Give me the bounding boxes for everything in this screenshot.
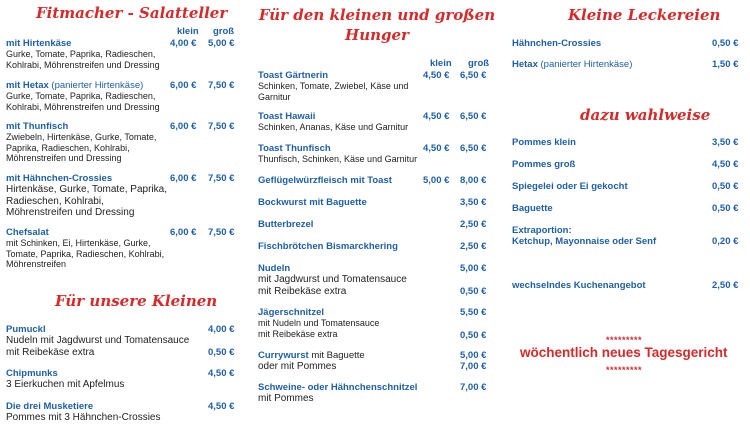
kids-price: 4,00 €: [208, 324, 235, 335]
kids-name: Chipmunks: [6, 368, 58, 379]
menu-item: [258, 307, 448, 339]
treat-price: 1,50 €: [712, 59, 739, 70]
treat-item: [512, 59, 632, 70]
treat-name: Hähnchen-Crossies: [512, 38, 602, 49]
item-name: Geflügelwürzfleisch mit Toast: [258, 175, 392, 186]
cake-item: [512, 280, 646, 291]
item-name: Butterbrezel: [258, 219, 314, 230]
salad-desc: mit Schinken, Ei, Hirtenkäse, Gurke, Tomate, Paprika, Radieschen, Kohlrabi, Möhrenstreifen: [6, 238, 165, 269]
price-large: 5,00 €: [460, 263, 487, 274]
salad-item: [6, 173, 168, 219]
salad-desc: Zwiebeln, Hirtenkäse, Gurke, Tomate, Paprika, Radieschen, Kohlrabi, Möhrenstreifen und Dressing: [6, 132, 157, 163]
salad-price-large: 7,50 €: [208, 121, 235, 132]
salad-price-small: 6,00 €: [170, 80, 197, 91]
menu-item: [258, 350, 448, 373]
extra-price: 0,20 €: [712, 236, 739, 247]
extra-price: 0,50 €: [460, 286, 487, 297]
price-large: 2,50 €: [460, 241, 487, 252]
salad-desc: Gurke, Tomate, Paprika, Radieschen, Kohlrabi, Möhrenstreifen und Dressing: [6, 91, 160, 112]
item-name: Nudeln: [258, 263, 291, 274]
item-desc: mit Pommes: [258, 393, 314, 404]
price-small: 4,50 €: [423, 70, 450, 81]
side-item: [512, 203, 553, 214]
salad-price-large: 7,50 €: [208, 227, 235, 238]
item-desc: mit Jagdwurst und Tomatensauce: [258, 274, 407, 285]
price-large: 5,50 €: [460, 307, 487, 318]
salad-price-large: 7,50 €: [208, 80, 235, 91]
item-name: Jägerschnitzel: [258, 307, 324, 318]
item-desc: Thunfisch, Schinken, Käse und Garnitur: [258, 154, 418, 164]
salad-name: mit Hähnchen-Crossies: [6, 173, 113, 184]
salad-name: mit Hetax (panierter Hirtenkäse): [6, 80, 144, 91]
kids-name: Pumuckl: [6, 324, 46, 335]
kids-desc: Pommes mit 3 Hähnchen-Crossies: [6, 412, 161, 423]
column-treats: [500, 0, 750, 432]
salad-name: mit Thunfisch: [6, 121, 69, 132]
price-large: 3,50 €: [460, 197, 487, 208]
salad-name: Chefsalat: [6, 227, 49, 238]
side-name: Pommes groß: [512, 159, 576, 170]
kids-desc: Nudeln mit Jagdwurst und Tomatensauce: [6, 335, 190, 346]
price-large: 7,00 €: [460, 382, 487, 393]
item-name: Toast Gärtnerin: [258, 70, 329, 81]
kids-extra-price: 0,50 €: [208, 347, 235, 358]
kids-name: Die drei Musketiere: [6, 401, 94, 412]
stars-bottom: *********: [606, 365, 643, 375]
salad-item: [6, 121, 166, 164]
price-large: 6,50 €: [460, 70, 487, 81]
item-desc: Schinken, Tomate, Zwiebel, Käse und Garnitur: [258, 81, 409, 102]
side-price: 3,50 €: [712, 137, 739, 148]
menu-item: [258, 70, 418, 102]
menu-item: [258, 241, 428, 252]
item-name: Toast Thunfisch: [258, 143, 331, 154]
price-large: 2,50 €: [460, 219, 487, 230]
menu-item: [258, 219, 428, 230]
extra-portion: [512, 225, 656, 247]
treat-price: 0,50 €: [712, 38, 739, 49]
heading-salads: Fitmacher - Salatteller: [36, 4, 228, 22]
extra-label: Extraportion:: [512, 225, 572, 236]
menu-item: [258, 143, 433, 165]
extra-price: 0,50 €: [460, 330, 487, 341]
salad-price-large: 5,00 €: [208, 38, 235, 49]
salad-price-large: 7,50 €: [208, 173, 235, 184]
size-large-header: groß: [468, 58, 490, 69]
price-small: 5,00 €: [423, 175, 450, 186]
side-price: 0,50 €: [712, 181, 739, 192]
price-large: 6,50 €: [460, 111, 487, 122]
kids-item: [6, 324, 206, 358]
price-large-alt: 7,00 €: [460, 361, 487, 372]
side-name: Baguette: [512, 203, 553, 214]
menu-item: [258, 263, 448, 297]
price-large: 5,00 €: [460, 350, 487, 361]
side-item: [512, 181, 628, 192]
menu-item: [258, 197, 428, 208]
weekly-special: wöchentlich neues Tagesgericht: [520, 345, 728, 360]
item-desc: Schinken, Ananas, Käse und Garnitur: [258, 122, 409, 132]
side-price: 4,50 €: [712, 159, 739, 170]
treat-name: Hetax (panierter Hirtenkäse): [512, 59, 633, 70]
menu-item: [258, 175, 428, 186]
kids-price: 4,50 €: [208, 401, 235, 412]
size-small-header: klein: [177, 26, 199, 37]
side-price: 0,50 €: [712, 203, 739, 214]
column-snacks: [250, 0, 500, 432]
kids-item: [6, 401, 206, 424]
salad-desc: Gurke, Tomate, Paprika, Radieschen, Kohlrabi, Möhrenstreifen und Dressing: [6, 49, 160, 70]
heading-sides: dazu wahlweise: [580, 106, 711, 124]
price-large: 6,50 €: [460, 143, 487, 154]
salad-price-small: 6,00 €: [170, 227, 197, 238]
price-small: 4,50 €: [423, 143, 450, 154]
salad-price-small: 6,00 €: [170, 121, 197, 132]
heading-hunger-line2: Hunger: [345, 26, 409, 44]
stars-top: *********: [606, 335, 643, 345]
kids-desc: 3 Eierkuchen mit Apfelmus: [6, 379, 125, 390]
side-item: [512, 159, 575, 170]
kids-price: 4,50 €: [208, 368, 235, 379]
side-name: Pommes klein: [512, 137, 576, 148]
item-extra: mit Reibekäse extra: [258, 328, 338, 339]
column-salads-kids: [0, 0, 250, 432]
size-small-header: klein: [430, 58, 452, 69]
treat-item: [512, 38, 601, 49]
salad-item: [6, 80, 171, 112]
item-name: Currywurst mit Baguette: [258, 350, 365, 361]
item-desc: oder mit Pommes: [258, 361, 337, 372]
salad-price-small: 4,00 €: [170, 38, 197, 49]
heading-hunger-line1: Für den kleinen und großen: [258, 6, 496, 24]
cake-price: 2,50 €: [712, 280, 739, 291]
menu-item: [258, 382, 458, 405]
side-name: Spiegelei oder Ei gekocht: [512, 181, 628, 192]
salad-item: [6, 227, 168, 270]
item-name: Schweine- oder Hähnchenschnitzel: [258, 382, 418, 393]
item-name: Bockwurst mit Baguette: [258, 197, 367, 208]
menu-item: [258, 111, 428, 133]
salad-price-small: 6,00 €: [170, 173, 197, 184]
price-large: 8,00 €: [460, 175, 487, 186]
heading-kids: Für unsere Kleinen: [55, 292, 218, 310]
price-small: 4,50 €: [423, 111, 450, 122]
item-desc: mit Nudeln und Tomatensauce: [258, 318, 380, 328]
size-large-header: groß: [213, 26, 235, 37]
salad-desc: Hirtenkäse, Gurke, Tomate, Paprika, Radieschen, Kohlrabi, Möhrenstreifen und Dressing: [6, 184, 167, 218]
heading-treats: Kleine Leckereien: [568, 6, 721, 24]
item-extra: mit Reibekäse extra: [258, 285, 347, 297]
kids-item: [6, 368, 206, 391]
extra-desc: Ketchup, Mayonnaise oder Senf: [512, 236, 657, 247]
side-item: [512, 137, 576, 148]
salad-name: mit Hirtenkäse: [6, 38, 72, 49]
salad-item: [6, 38, 174, 70]
item-name: Fischbrötchen Bismarckhering: [258, 241, 398, 252]
kids-extra: mit Reibekäse extra: [6, 346, 95, 358]
cake-name: wechselndes Kuchenangebot: [512, 280, 646, 291]
item-name: Toast Hawaii: [258, 111, 316, 122]
